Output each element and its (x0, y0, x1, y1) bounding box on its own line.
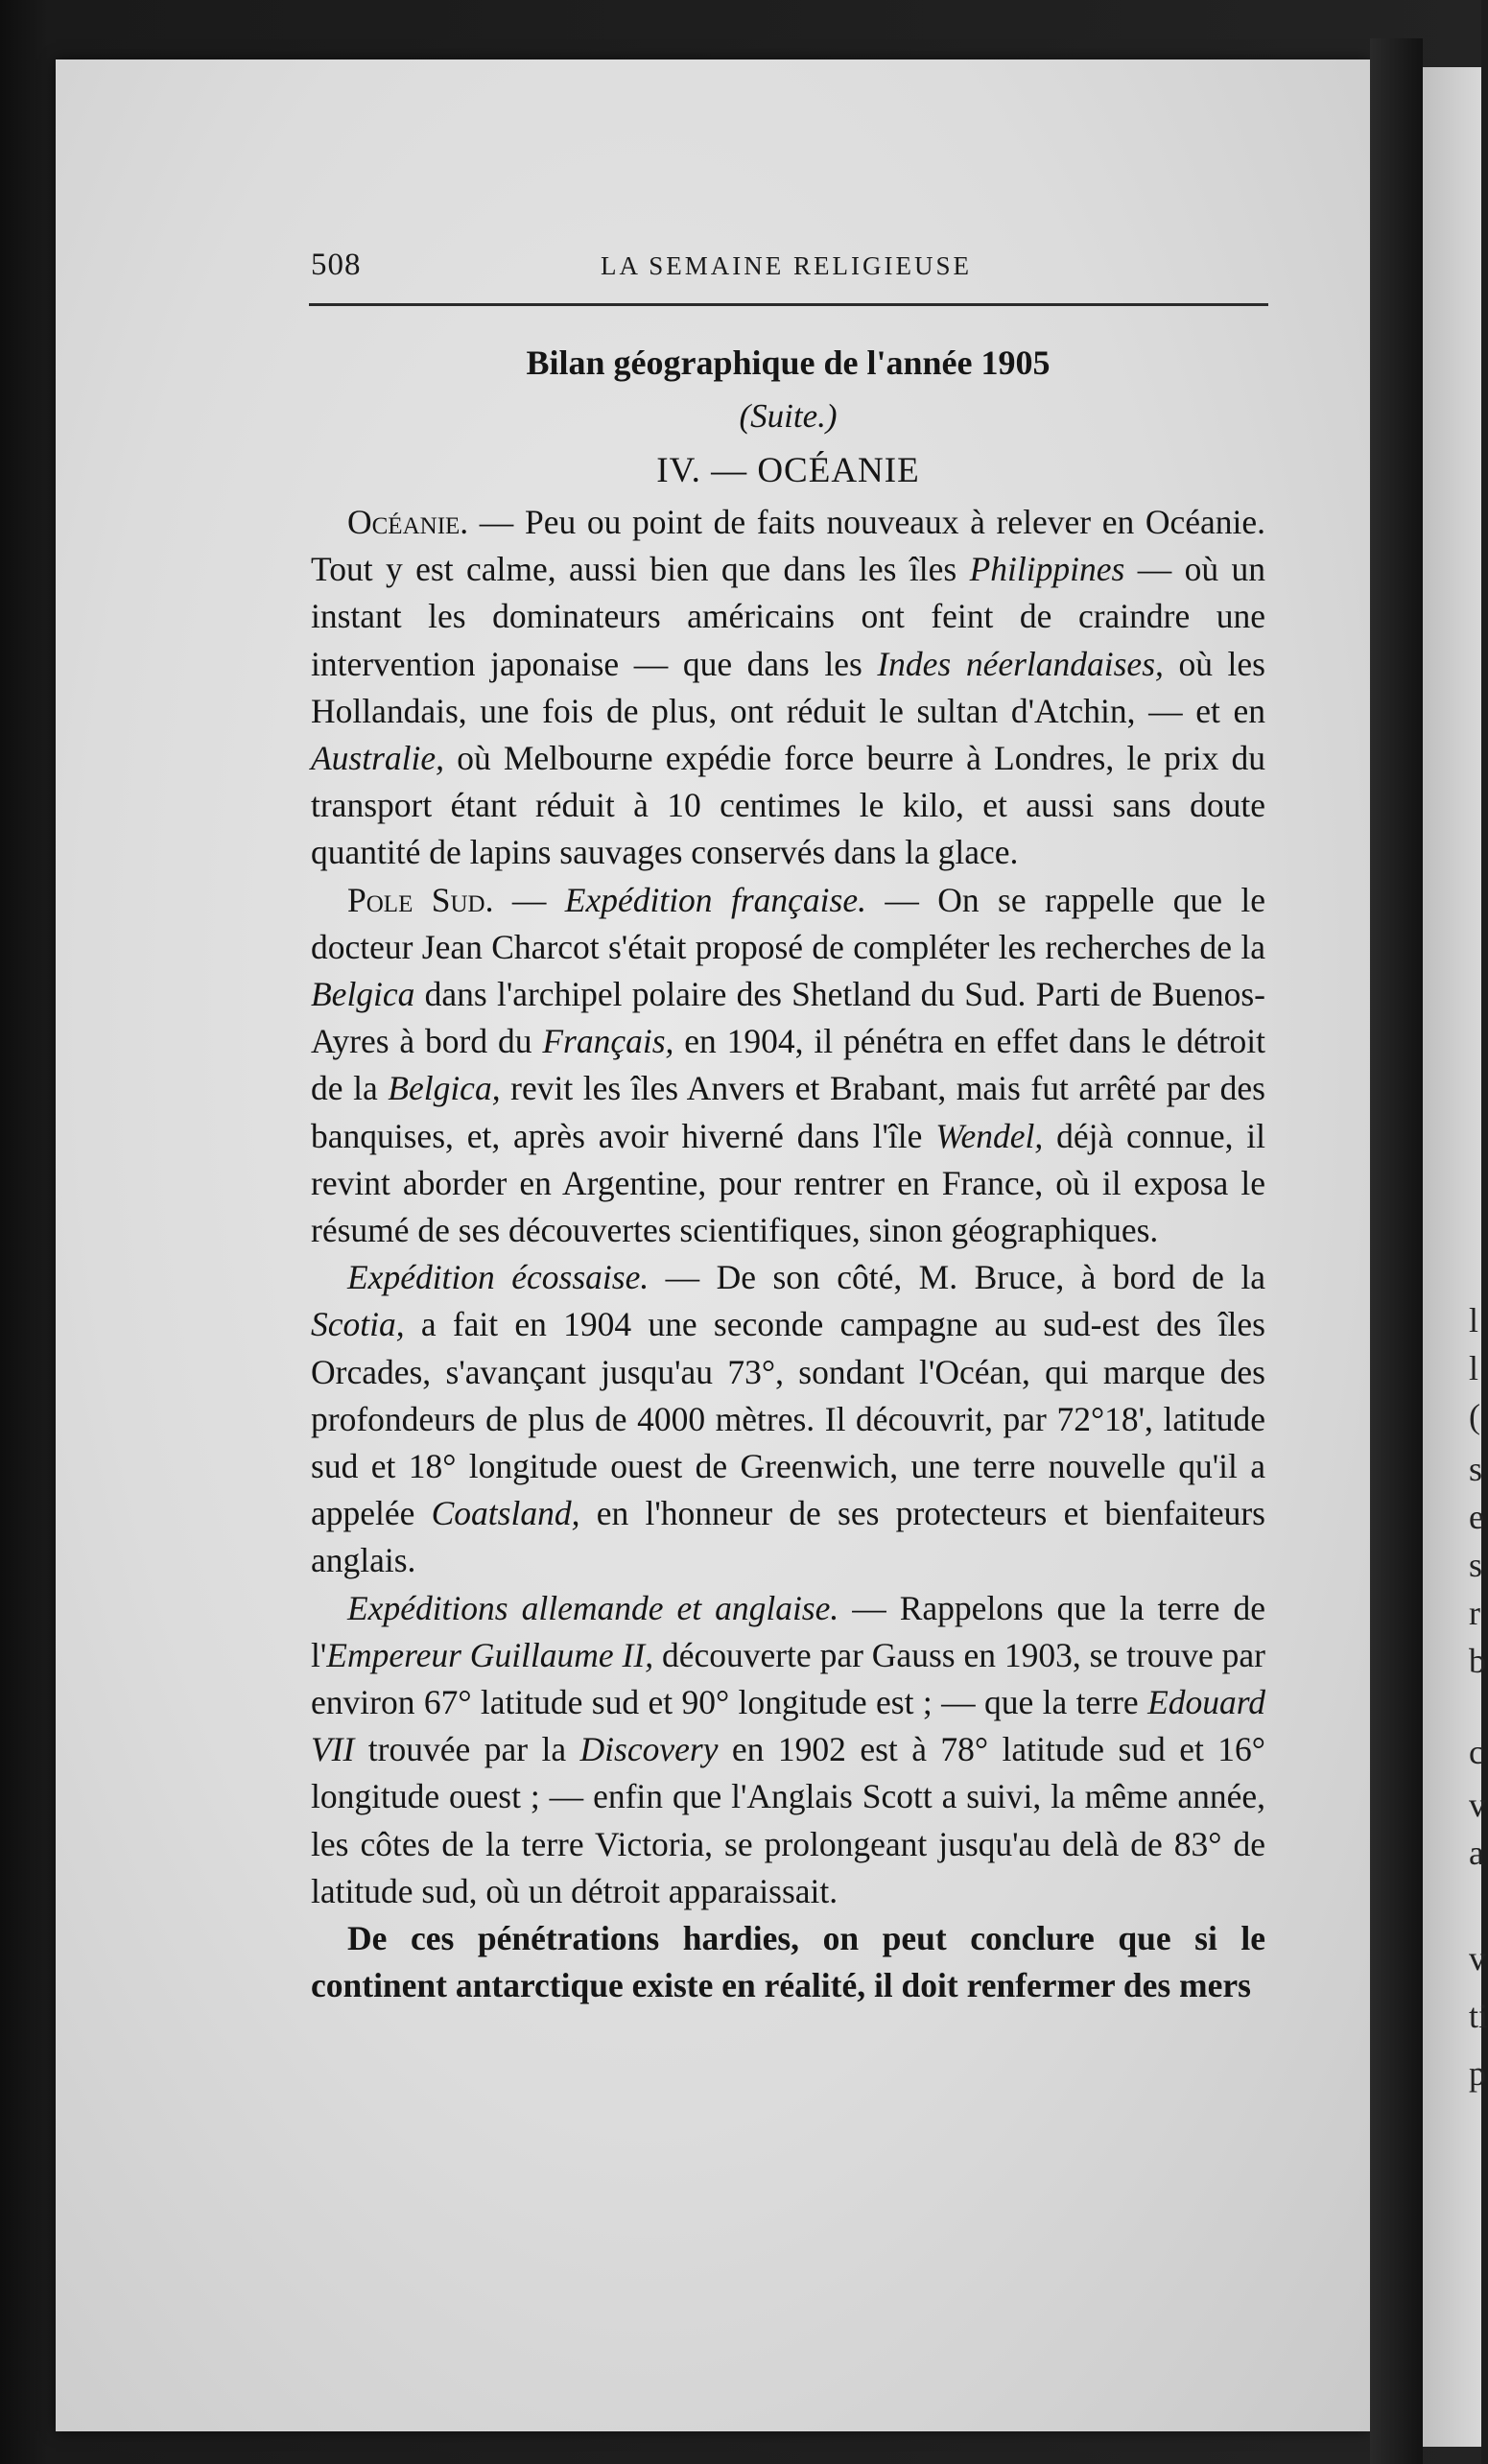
paragraph (311, 499, 1265, 877)
italic-text: Philippines (969, 550, 1125, 589)
italic-text: Scotia, (311, 1305, 405, 1344)
next-page-glyph: l (1469, 1301, 1479, 1339)
text-run: en 1904, il pénétra en effet dans le détroit de la (311, 1022, 1265, 1108)
text-run: — Rappelons que la terre de l' (311, 1588, 1265, 1674)
italic-text: Belgica (311, 975, 415, 1014)
text-run: découverte par Gauss en 1903, se trouve par environ 67° latitude sud et 90° longitude est ; — que la terre (311, 1635, 1265, 1722)
next-page-edge (1423, 67, 1488, 2447)
article-title: Bilan géographique de l'année 1905 (526, 344, 1051, 382)
running-title: LA SEMAINE RELIGIEUSE (601, 251, 972, 280)
paragraph-lead: Océanie (347, 503, 461, 541)
section-heading: IV. — OCÉANIE (656, 451, 920, 490)
text-run: où les Hollandais, une fois de plus, ont réduit le sultan d'Atchin, — et en (311, 644, 1265, 730)
page-number: 508 (311, 248, 362, 282)
paragraph (311, 1915, 1265, 2009)
text-run: dans l'archipel polaire des Shetland du Sud. Parti de Buenos-Ayres à bord du (311, 975, 1265, 1061)
text-run: où Melbourne expédie force beurre à Londres, le prix du transport étant réduit à 10 centimes le kilo, et aussi sans doute quantité de lapins sauvages conservés dans la glace. (311, 739, 1265, 872)
text-run: a fait en 1904 une seconde campagne au sud-est des îles Orcades, s'avançant jusqu'au 73°, sondant l'Océan, qui marque des profondeurs de plus de 4000 mètres. Il découvrit, par 72°18', latitude sud et 18° longitude ouest de Greenwich, une terre nouvelle qu'il a appelée (311, 1305, 1265, 1533)
next-page-glyph: c (1469, 1733, 1484, 1771)
body-paragraphs (311, 499, 1265, 2010)
header-rule (309, 303, 1268, 306)
next-page-glyph: v (1469, 1939, 1486, 1978)
next-page-glyph: e (1469, 1498, 1484, 1536)
italic-text: Empereur Guillaume II, (326, 1635, 654, 1674)
paragraph (311, 1254, 1265, 1584)
next-page-glyph: a (1469, 1834, 1484, 1872)
next-page-glyph: v (1469, 1786, 1486, 1824)
next-page-glyph: b (1469, 1642, 1486, 1680)
text-run: en l'honneur de ses protecteurs et bienfaiteurs anglais. (311, 1494, 1265, 1580)
next-page-glyph: ( (1469, 1397, 1480, 1435)
italic-text: Coatsland, (431, 1494, 580, 1533)
italic-text: Edouard VII (311, 1683, 1265, 1769)
next-page-glyph: p (1469, 2054, 1486, 2093)
next-page-glyph: l (1469, 1349, 1479, 1387)
text-run: déjà connue, il revint aborder en Argentine, pour rentrer en France, où il exposa le résumé de ses découvertes scientifiques, sinon géographiques. (311, 1116, 1265, 1250)
next-page-glyph: s (1469, 1546, 1483, 1584)
text-run: trouvée par la (354, 1730, 580, 1769)
paragraph (311, 877, 1265, 1255)
italic-text: Expédition française. (564, 880, 866, 919)
article-continuation-note: (Suite.) (739, 397, 838, 435)
paragraph-lead: Pole Sud (347, 880, 485, 919)
paragraph (311, 1585, 1265, 1915)
text-run: . — Peu ou point de faits nouveaux à relever en Océanie. Tout y est calme, aussi bien que dans les îles (311, 503, 1265, 589)
text-run: en 1902 est à 78° latitude sud et 16° longitude ouest ; — enfin que l'Anglais Scott a suivi, la même année, les côtes de la terre Victoria, se prolongeant jusqu'au delà de 83° de latitude sud, où un détroit apparaissait. (311, 1730, 1265, 1910)
italic-text: Expéditions allemande et anglaise. (347, 1588, 839, 1627)
italic-text: Français, (542, 1022, 674, 1061)
text-run: . — (484, 880, 565, 919)
text-run: — On se rappelle que le docteur Jean Charcot s'était proposé de compléter les recherches de la (311, 880, 1265, 966)
italic-text: Australie, (311, 739, 445, 778)
italic-text: Discovery (579, 1730, 719, 1769)
next-page-glyph: s (1469, 1450, 1483, 1488)
next-page-glyph: r (1469, 1594, 1480, 1632)
italic-text: Wendel, (935, 1116, 1044, 1155)
text-run: De ces pénétrations hardies, on peut conclure que si le continent antarctique existe en réalité, il doit renfermer des mers (311, 1919, 1265, 2005)
text-run: — De son côté, M. Bruce, à bord de la (649, 1258, 1265, 1297)
text-block (311, 336, 1265, 2010)
italic-text: Belgica, (388, 1069, 501, 1108)
page-gutter-shadow (1370, 38, 1423, 2464)
italic-text: Expédition écossaise. (347, 1258, 650, 1297)
italic-text: Indes néerlandaises, (877, 644, 1164, 683)
text-run: revit les îles Anvers et Brabant, mais fut arrêté par des banquises, et, après avoir hiverné dans l'île (311, 1069, 1265, 1155)
text-run: — où un instant les dominateurs américains ont feint de craindre une intervention japonaise — que dans les (311, 550, 1266, 683)
next-page-glyph: ti (1469, 1997, 1488, 2035)
